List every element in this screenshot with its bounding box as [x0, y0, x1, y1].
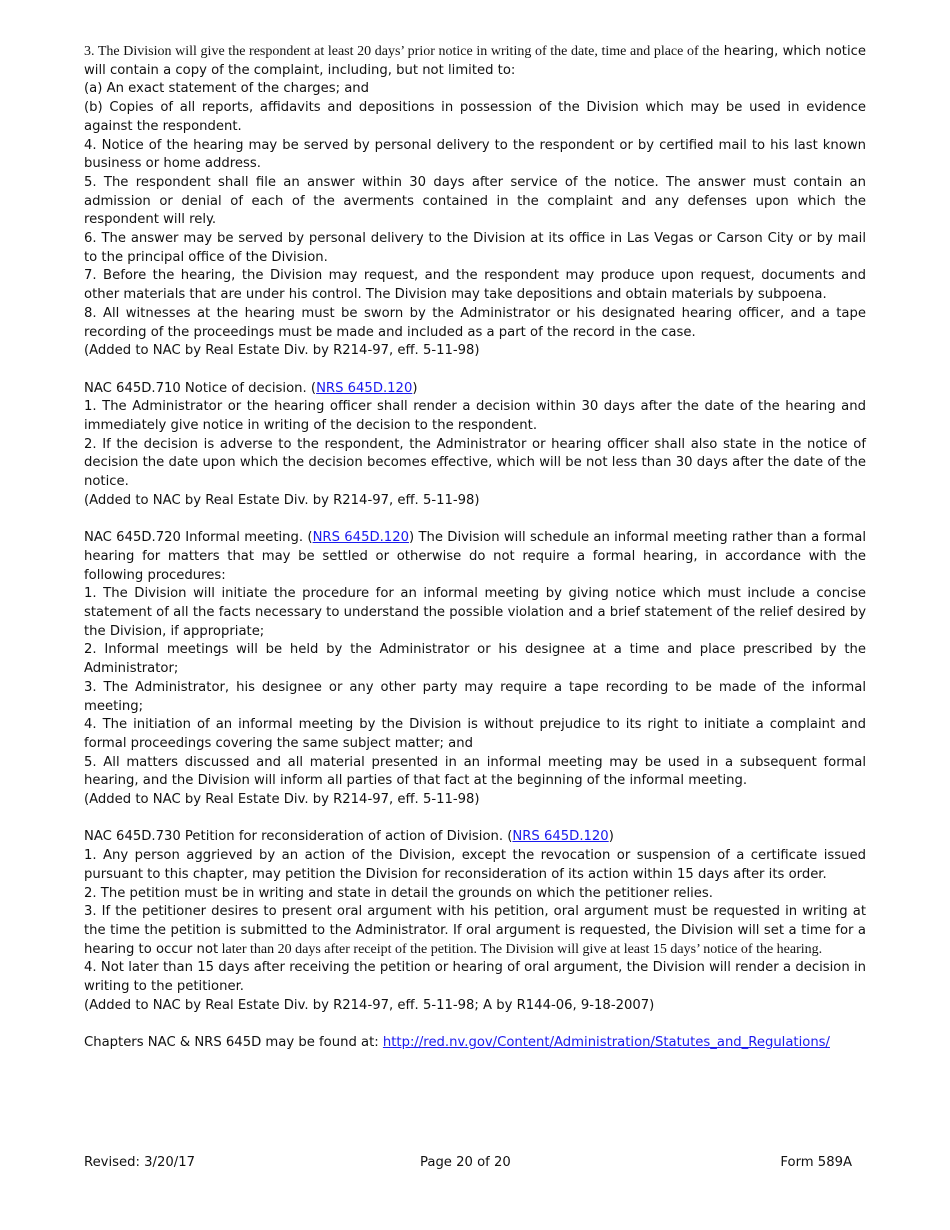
item-3-text: hearing, which notice will contain a copy of the complaint, including, but not limited to:	[84, 44, 866, 78]
section-730-item-2: 2. The petition must be in writing and state in detail the grounds on which the petitioner relies.	[84, 885, 713, 901]
item-a: (a) An exact statement of the charges; and	[84, 81, 370, 97]
document-body	[84, 43, 866, 1053]
section-710-item-2: 2. If the decision is adverse to the respondent, the Administrator or hearing officer shall also state in the notice of decision the date upon which the decision becomes effective, which will be not less than 30 days after the date of the notice.	[84, 436, 866, 490]
item-6: 6. The answer may be served by personal delivery to the Division at its office in Las Vegas or Carson City or by mail to the principal office of the Division.	[84, 231, 866, 265]
section-730-item-1: 1. Any person aggrieved by an action of the Division, except the revocation or suspension of a certificate issued pursuant to this chapter, may petition the Division for reconsideration of its action within 15 days after its order.	[84, 848, 866, 882]
spacer	[84, 361, 866, 380]
section-continuation-item-3	[84, 43, 866, 80]
section-730-title: NAC 645D.730 Petition for reconsideration of action of Division. (	[84, 829, 513, 845]
item-8: 8. All witnesses at the hearing must be sworn by the Administrator or his designated hearing officer, and a tape recording of the proceedings must be made and included as a part of the record in the case.	[84, 305, 866, 340]
item-7: 7. Before the hearing, the Division may request, and the respondent may produce upon request, documents and other materials that are under his control. The Division may take depositions and obtain materials by subpoena.	[84, 268, 866, 303]
spacer	[84, 810, 866, 829]
section-720-item-3: 3. The Administrator, his designee or any other party may require a tape recording to be made of the informal meeting;	[84, 679, 866, 714]
page-footer	[84, 1155, 852, 1175]
nrs-645d-120-link[interactable]: NRS 645D.120	[512, 829, 609, 845]
nrs-645d-120-link[interactable]: NRS 645D.120	[316, 380, 413, 396]
item-b: (b) Copies of all reports, affidavits and depositions in possession of the Division which may be used in evidence against the respondent.	[84, 100, 866, 134]
section-730-history: (Added to NAC by Real Estate Div. by R214-97, eff. 5-11-98; A by R144-06, 9-18-2007)	[84, 997, 655, 1013]
section-720-item-5: 5. All matters discussed and all material presented in an informal meeting may be used in a subsequent formal hearing, and the Division will inform all parties of that fact at the beginning of the informal meeting.	[84, 754, 866, 789]
section-710-history: (Added to NAC by Real Estate Div. by R214-97, eff. 5-11-98)	[84, 492, 480, 508]
section-710-item-1: 1. The Administrator or the hearing officer shall render a decision within 30 days after the date of the hearing and immediately give notice in writing of the decision to the respondent.	[84, 399, 866, 434]
item-4: 4. Notice of the hearing may be served by personal delivery to the respondent or by certified mail to his last known business or home address.	[84, 137, 866, 172]
revised-date: Revised: 3/20/17	[84, 1155, 195, 1170]
section-710-title: NAC 645D.710 Notice of decision. (	[84, 380, 317, 396]
section-720-title: NAC 645D.720 Informal meeting. (	[84, 530, 313, 546]
page-number: Page 20 of 20	[420, 1155, 511, 1170]
history-note: (Added to NAC by Real Estate Div. by R214-97, eff. 5-11-98)	[84, 343, 480, 359]
chapters-text: Chapters NAC & NRS 645D may be found at:	[84, 1035, 383, 1051]
section-720-item-2: 2. Informal meetings will be held by the Administrator or his designee at a time and place prescribed by the Administrator;	[84, 642, 866, 677]
spacer	[84, 511, 866, 530]
item-5: 5. The respondent shall file an answer within 30 days after service of the notice. The answer must contain an admission or denial of each of the averments contained in the complaint and any defenses upon which the respondent will rely.	[84, 174, 866, 228]
section-720-heading: NAC 645D.720 Informal meeting. (NRS 645D.120) The Division will schedule an informal meeting rather than a formal hearing for matters that may be settled or otherwise do not require a formal hearing, in accordance with the following procedures:	[84, 530, 867, 583]
spacer	[84, 1016, 866, 1035]
section-720-history: (Added to NAC by Real Estate Div. by R214-97, eff. 5-11-98)	[84, 792, 480, 808]
section-730-heading: NAC 645D.730 Petition for reconsideration of action of Division. (NRS 645D.120)	[84, 829, 614, 845]
section-720-item-4: 4. The initiation of an informal meeting by the Division is without prejudice to its right to initiate a complaint and formal proceedings covering the same subject matter; and	[84, 717, 866, 751]
form-number: Form 589A	[780, 1155, 852, 1170]
item-3-serif-text: 3. The Division will give the respondent at least 20 days’ prior notice in writing of the date, time and place of the	[84, 44, 720, 59]
section-730-item-3: 3. If the petitioner desires to present oral argument with his petition, oral argument must be requested in writing at the time the petition is submitted to the Administrator. If oral argument is requested, the Division will set a time for a hearing to occur not later than 20 days after receipt of the petition. The Division will give at least 15 days’ notice of the hearing.	[84, 904, 866, 957]
section-720-item-1: 1. The Division will initiate the procedure for an informal meeting by giving notice which must include a concise statement of all the facts necessary to understand the possible violation and a brief statement of the relief desired by the Division, if appropriate;	[84, 586, 866, 639]
section-730-item-4: 4. Not later than 15 days after receiving the petition or hearing of oral argument, the Division will render a decision in writing to the petitioner.	[84, 960, 866, 995]
section-710-heading: NAC 645D.710 Notice of decision. (NRS 645D.120)	[84, 380, 418, 396]
chapters-note	[84, 1034, 866, 1053]
nrs-645d-120-link[interactable]: NRS 645D.120	[312, 530, 409, 546]
statutes-regulations-link[interactable]: http://red.nv.gov/Content/Administration/Statutes_and_Regulations/	[382, 1035, 830, 1051]
